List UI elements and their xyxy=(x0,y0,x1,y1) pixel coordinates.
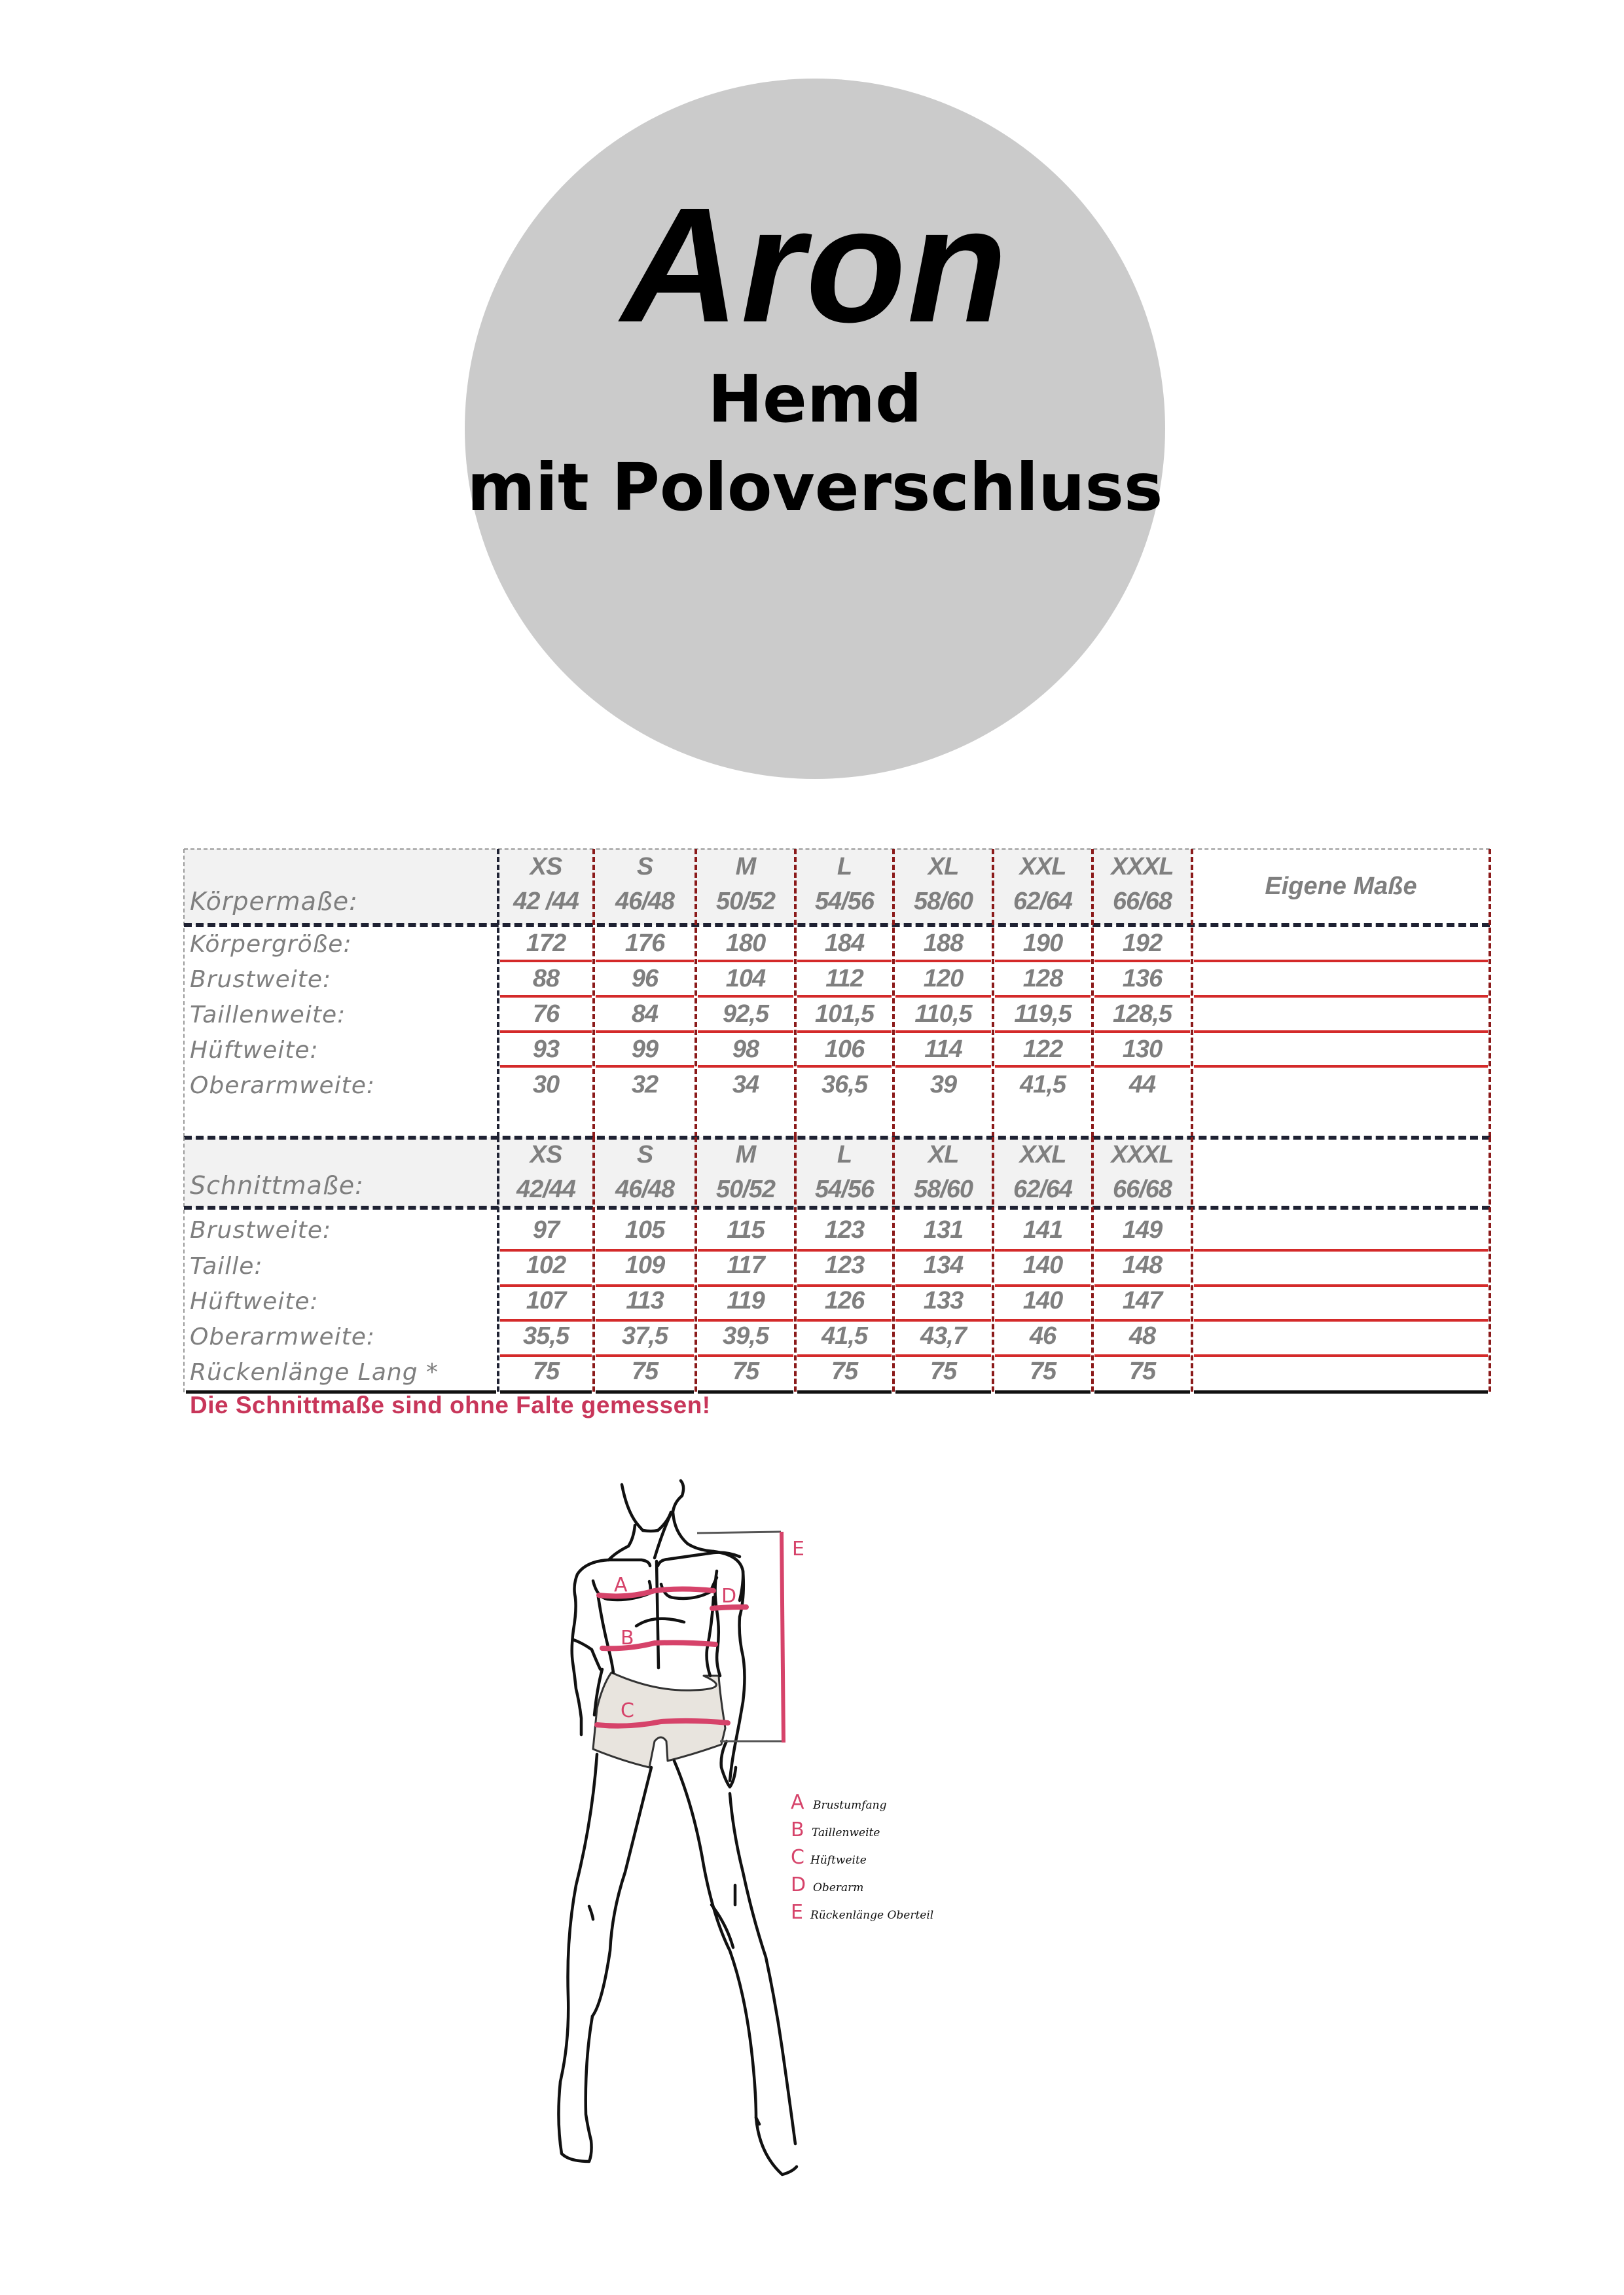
e-measure-line xyxy=(782,1532,784,1743)
size-label: S xyxy=(636,1141,653,1168)
size-eu: 66/68 xyxy=(1112,888,1172,915)
value-cell: 110,5 xyxy=(914,1000,972,1028)
value-cell: 41,5 xyxy=(1020,1071,1066,1098)
value-cell: 120 xyxy=(923,965,964,992)
value-cell: 140 xyxy=(1022,1252,1063,1279)
value-cell: 123 xyxy=(824,1216,865,1244)
value-cell: 192 xyxy=(1122,930,1163,957)
value-cell: 128,5 xyxy=(1112,1000,1172,1028)
value-cell: 104 xyxy=(725,965,766,992)
value-cell: 30 xyxy=(532,1071,560,1098)
legend-letter: C xyxy=(791,1846,804,1869)
value-cell: 105 xyxy=(624,1216,665,1244)
value-cell: 99 xyxy=(631,1036,659,1063)
value-cell: 46 xyxy=(1029,1322,1056,1350)
value-cell: 93 xyxy=(532,1036,560,1063)
value-cell: 39,5 xyxy=(723,1322,768,1350)
product-type: Hemd xyxy=(708,361,922,437)
size-label: L xyxy=(837,1141,852,1168)
size-eu: 50/52 xyxy=(715,1176,776,1203)
value-cell: 102 xyxy=(526,1252,566,1279)
value-cell: 148 xyxy=(1122,1252,1163,1279)
value-cell: 75 xyxy=(831,1358,858,1385)
value-cell: 141 xyxy=(1022,1216,1063,1244)
value-cell: 123 xyxy=(824,1252,865,1279)
size-eu: 54/56 xyxy=(814,888,875,915)
row-label: Taillenweite: xyxy=(190,1002,346,1028)
size-eu: 50/52 xyxy=(715,888,776,915)
product-title: Aron xyxy=(621,173,1009,356)
value-cell: 75 xyxy=(929,1358,957,1385)
size-label: L xyxy=(837,853,852,880)
value-cell: 114 xyxy=(924,1036,962,1063)
section-label-pattern: Schnittmaße: xyxy=(190,1171,364,1200)
legend-letter: A xyxy=(791,1791,804,1814)
value-cell: 75 xyxy=(1128,1358,1156,1385)
marker-c: C xyxy=(621,1699,634,1722)
value-cell: 119,5 xyxy=(1014,1000,1072,1028)
row-label: Körpergröße: xyxy=(190,931,352,958)
value-cell: 43,7 xyxy=(920,1322,966,1350)
value-cell: 84 xyxy=(631,1000,659,1028)
row-label: Oberarmweite: xyxy=(190,1072,376,1099)
value-cell: 44 xyxy=(1128,1071,1156,1098)
value-cell: 39 xyxy=(929,1071,957,1098)
size-label: XL xyxy=(928,1141,959,1168)
value-cell: 122 xyxy=(1022,1036,1063,1063)
value-cell: 184 xyxy=(824,930,865,957)
size-eu: 62/64 xyxy=(1013,888,1073,915)
row-label: Hüftweite: xyxy=(190,1037,319,1064)
value-cell: 34 xyxy=(732,1071,759,1098)
value-cell: 112 xyxy=(825,965,863,992)
size-label: M xyxy=(735,853,756,880)
row-label: Hüftweite: xyxy=(190,1288,319,1315)
legend-text: Hüftweite xyxy=(810,1854,867,1867)
value-cell: 172 xyxy=(526,930,566,957)
size-label: XS xyxy=(530,853,562,880)
value-cell: 36,5 xyxy=(821,1071,867,1098)
value-cell: 96 xyxy=(631,965,659,992)
legend-text: Brustumfang xyxy=(813,1799,887,1812)
row-label: Rückenlänge Lang * xyxy=(190,1359,439,1386)
marker-a: A xyxy=(614,1574,628,1597)
size-label: XL xyxy=(928,853,959,880)
value-cell: 75 xyxy=(532,1358,560,1385)
value-cell: 180 xyxy=(725,930,766,957)
value-cell: 117 xyxy=(727,1252,765,1279)
value-cell: 32 xyxy=(631,1071,659,1098)
value-cell: 48 xyxy=(1128,1322,1156,1350)
value-cell: 109 xyxy=(624,1252,665,1279)
legend-text: Rückenlänge Oberteil xyxy=(810,1909,934,1922)
value-cell: 98 xyxy=(732,1036,759,1063)
value-cell: 106 xyxy=(824,1036,865,1063)
value-cell: 147 xyxy=(1122,1287,1163,1314)
value-cell: 140 xyxy=(1022,1287,1063,1314)
marker-d: D xyxy=(721,1585,737,1608)
value-cell: 149 xyxy=(1122,1216,1163,1244)
marker-e: E xyxy=(792,1538,804,1561)
size-eu: 58/60 xyxy=(913,888,973,915)
value-cell: 128 xyxy=(1022,965,1063,992)
value-cell: 119 xyxy=(727,1287,765,1314)
legend-letter: D xyxy=(791,1873,806,1896)
value-cell: 35,5 xyxy=(523,1322,569,1350)
size-eu: 62/64 xyxy=(1013,1176,1073,1203)
legend-text: Oberarm xyxy=(813,1881,864,1894)
legend-letter: B xyxy=(791,1818,804,1841)
size-eu: 58/60 xyxy=(913,1176,973,1203)
value-cell: 97 xyxy=(532,1216,560,1244)
footnote: Die Schnittmaße sind ohne Falte gemessen! xyxy=(190,1392,711,1419)
e-bracket-top xyxy=(697,1532,781,1533)
value-cell: 41,5 xyxy=(821,1322,867,1350)
value-cell: 113 xyxy=(626,1287,664,1314)
value-cell: 134 xyxy=(923,1252,964,1279)
size-eu: 46/48 xyxy=(615,888,675,915)
row-label: Brustweite: xyxy=(190,1217,332,1244)
value-cell: 190 xyxy=(1022,930,1063,957)
value-cell: 75 xyxy=(732,1358,759,1385)
size-label: S xyxy=(636,853,653,880)
size-eu: 46/48 xyxy=(615,1176,675,1203)
value-cell: 188 xyxy=(923,930,964,957)
section-label-body: Körpermaße: xyxy=(190,887,358,916)
figure-outline xyxy=(558,1481,797,2175)
value-cell: 115 xyxy=(727,1216,765,1244)
row-label: Taille: xyxy=(190,1253,263,1280)
own-measurements-header: Eigene Maße xyxy=(1265,873,1417,900)
row-label: Brustweite: xyxy=(190,966,332,993)
size-label: M xyxy=(735,1141,756,1168)
value-cell: 130 xyxy=(1122,1036,1163,1063)
value-cell: 37,5 xyxy=(622,1322,668,1350)
size-eu: 42 /44 xyxy=(513,888,579,915)
value-cell: 131 xyxy=(923,1216,964,1244)
size-label: XS xyxy=(530,1141,562,1168)
size-eu: 42/44 xyxy=(516,1176,576,1203)
size-label: XXL xyxy=(1019,853,1066,880)
legend-letter: E xyxy=(791,1901,803,1924)
size-eu: 54/56 xyxy=(814,1176,875,1203)
product-subtitle: mit Poloverschluss xyxy=(467,449,1163,526)
size-label: XXXL xyxy=(1111,853,1174,880)
value-cell: 75 xyxy=(1029,1358,1056,1385)
value-cell: 133 xyxy=(923,1287,964,1314)
size-label: XXXL xyxy=(1111,1141,1174,1168)
size-label: XXL xyxy=(1019,1141,1066,1168)
value-cell: 101,5 xyxy=(814,1000,875,1028)
value-cell: 75 xyxy=(631,1358,659,1385)
value-cell: 136 xyxy=(1122,965,1163,992)
value-cell: 76 xyxy=(532,1000,560,1028)
value-cell: 92,5 xyxy=(723,1000,768,1028)
marker-b: B xyxy=(621,1627,634,1650)
value-cell: 176 xyxy=(624,930,665,957)
legend-text: Taillenweite xyxy=(812,1826,880,1839)
row-label: Oberarmweite: xyxy=(190,1324,376,1350)
value-cell: 88 xyxy=(532,965,560,992)
size-eu: 66/68 xyxy=(1112,1176,1172,1203)
value-cell: 107 xyxy=(526,1287,566,1314)
value-cell: 126 xyxy=(824,1287,865,1314)
